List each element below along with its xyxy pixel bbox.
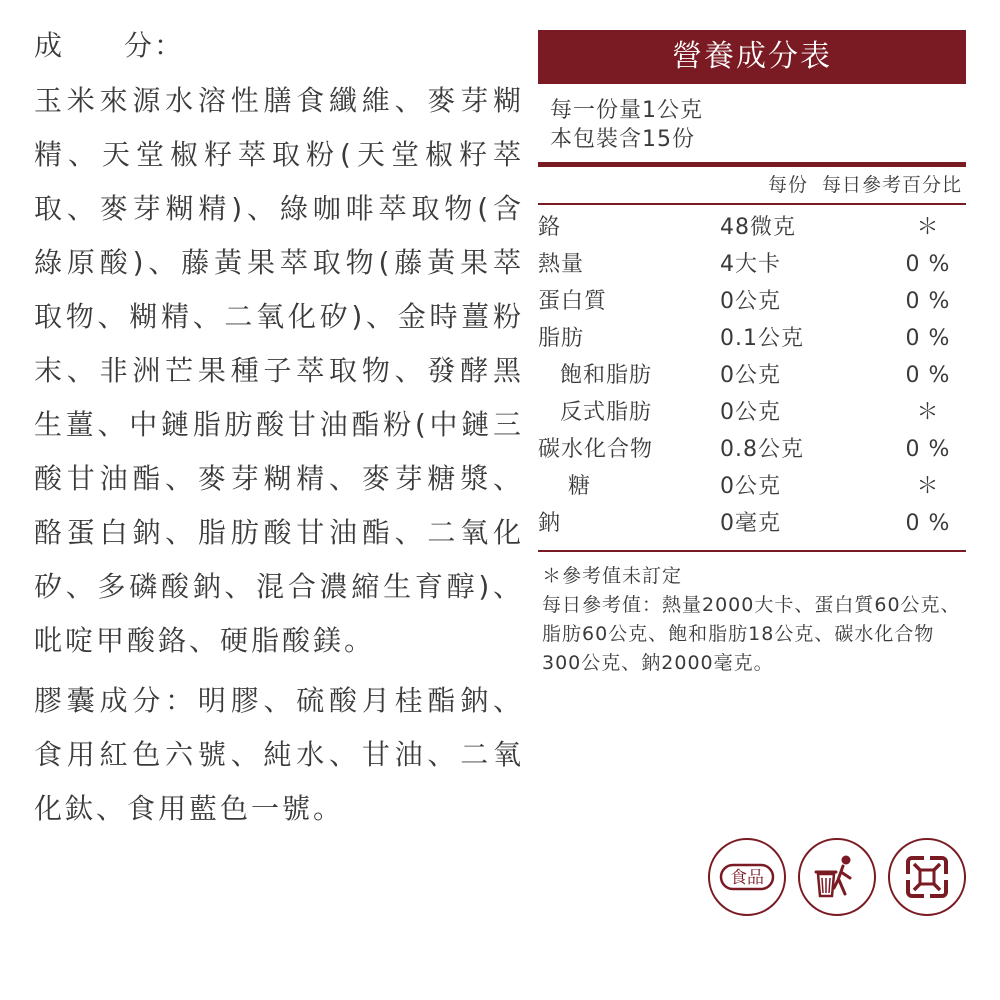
servings-per-pack: 本包裝含15份 <box>550 127 695 152</box>
nutrient-name: 熱量 <box>538 252 585 277</box>
table-row <box>538 283 966 320</box>
col-per-serving: 每份 <box>767 174 808 196</box>
nutrient-name: 飽和脂肪 <box>560 363 653 388</box>
nutrient-pct: 0 % <box>905 252 951 277</box>
serving-info <box>538 84 966 162</box>
ingredients-text: 玉米來源水溶性膳食纖維、麥芽糊精、天堂椒籽萃取粉(天堂椒籽萃取、麥芽糊精)、綠咖啡萃取物(含綠原酸)、藤黃果萃取物(藤黃果萃取物、糊精、二氧化矽)、金時薑粉末、非洲芒果種子萃取物、發酵黑生薑、中鏈脂肪酸甘油酯粉(中鏈三酸甘油酯、麥芽糊精、麥芽糖漿、酪蛋白鈉、脂肪酸甘油酯、二氧化矽、多磷酸鈉、混合濃縮生育醇)、吡啶甲酸鉻、硬脂酸鎂。 <box>34 84 524 657</box>
nutrient-pct: 0 % <box>905 511 951 536</box>
nutrient-value: 0公克 <box>720 363 781 388</box>
nutrient-pct: 0 % <box>905 289 951 314</box>
litter-bin-icon <box>798 838 876 916</box>
nutrient-value: 0.8公克 <box>720 437 804 462</box>
nutrient-pct: ＊ <box>916 400 940 425</box>
nutrient-value: 4大卡 <box>720 252 781 277</box>
nutrient-pct: ＊ <box>916 474 940 499</box>
nutrient-name: 鈉 <box>538 511 562 536</box>
nutrient-name: 糖 <box>568 474 592 499</box>
nutrition-rows <box>538 205 966 550</box>
nutrient-pct: 0 % <box>905 437 951 462</box>
nutrient-name: 碳水化合物 <box>538 437 654 462</box>
table-row <box>538 468 966 505</box>
ingredients-heading: 成 分： <box>34 29 185 62</box>
nutrient-pct: 0 % <box>905 326 951 351</box>
nutrient-value: 0.1公克 <box>720 326 804 351</box>
table-row <box>538 505 966 542</box>
note-reference: 每日參考值：熱量2000大卡、蛋白質60公克、脂肪60公克、飽和脂肪18公克、碳水化合物300公克、鈉2000毫克。 <box>542 594 961 674</box>
label-icons <box>708 838 978 916</box>
food-mark-icon <box>708 838 786 916</box>
food-mark-label: 食品 <box>730 868 764 888</box>
nutrient-value: 0毫克 <box>720 511 781 536</box>
table-row <box>538 320 966 357</box>
nutrient-name: 反式脂肪 <box>560 400 653 425</box>
nutrient-name: 脂肪 <box>538 326 585 351</box>
table-row <box>538 431 966 468</box>
table-row <box>538 209 966 246</box>
capsule-ingredients-text: 膠囊成分：明膠、硫酸月桂酯鈉、食用紅色六號、純水、甘油、二氧化鈦、食用藍色一號。 <box>34 684 524 825</box>
table-row <box>538 246 966 283</box>
nutrient-name: 蛋白質 <box>538 289 608 314</box>
ingredients-section <box>34 22 524 836</box>
nutrient-value: 0公克 <box>720 289 781 314</box>
note-star: ＊參考值未訂定 <box>542 565 683 587</box>
nutrient-value: 0公克 <box>720 400 781 425</box>
table-row <box>538 357 966 394</box>
col-daily-pct: 每日參考百分比 <box>821 174 962 196</box>
column-headers <box>538 167 966 203</box>
nutrition-panel <box>538 30 966 678</box>
nutrient-pct: 0 % <box>905 363 951 388</box>
nutrient-pct: ＊ <box>916 215 940 240</box>
nutrient-name: 鉻 <box>538 215 562 240</box>
nutrition-notes <box>538 552 966 678</box>
nutrient-value: 48微克 <box>720 215 796 240</box>
table-row <box>538 394 966 431</box>
nutrient-value: 0公克 <box>720 474 781 499</box>
serving-size: 每一份量1公克 <box>550 98 703 123</box>
nutrition-title: 營養成分表 <box>538 30 966 84</box>
recycle-icon <box>888 838 966 916</box>
